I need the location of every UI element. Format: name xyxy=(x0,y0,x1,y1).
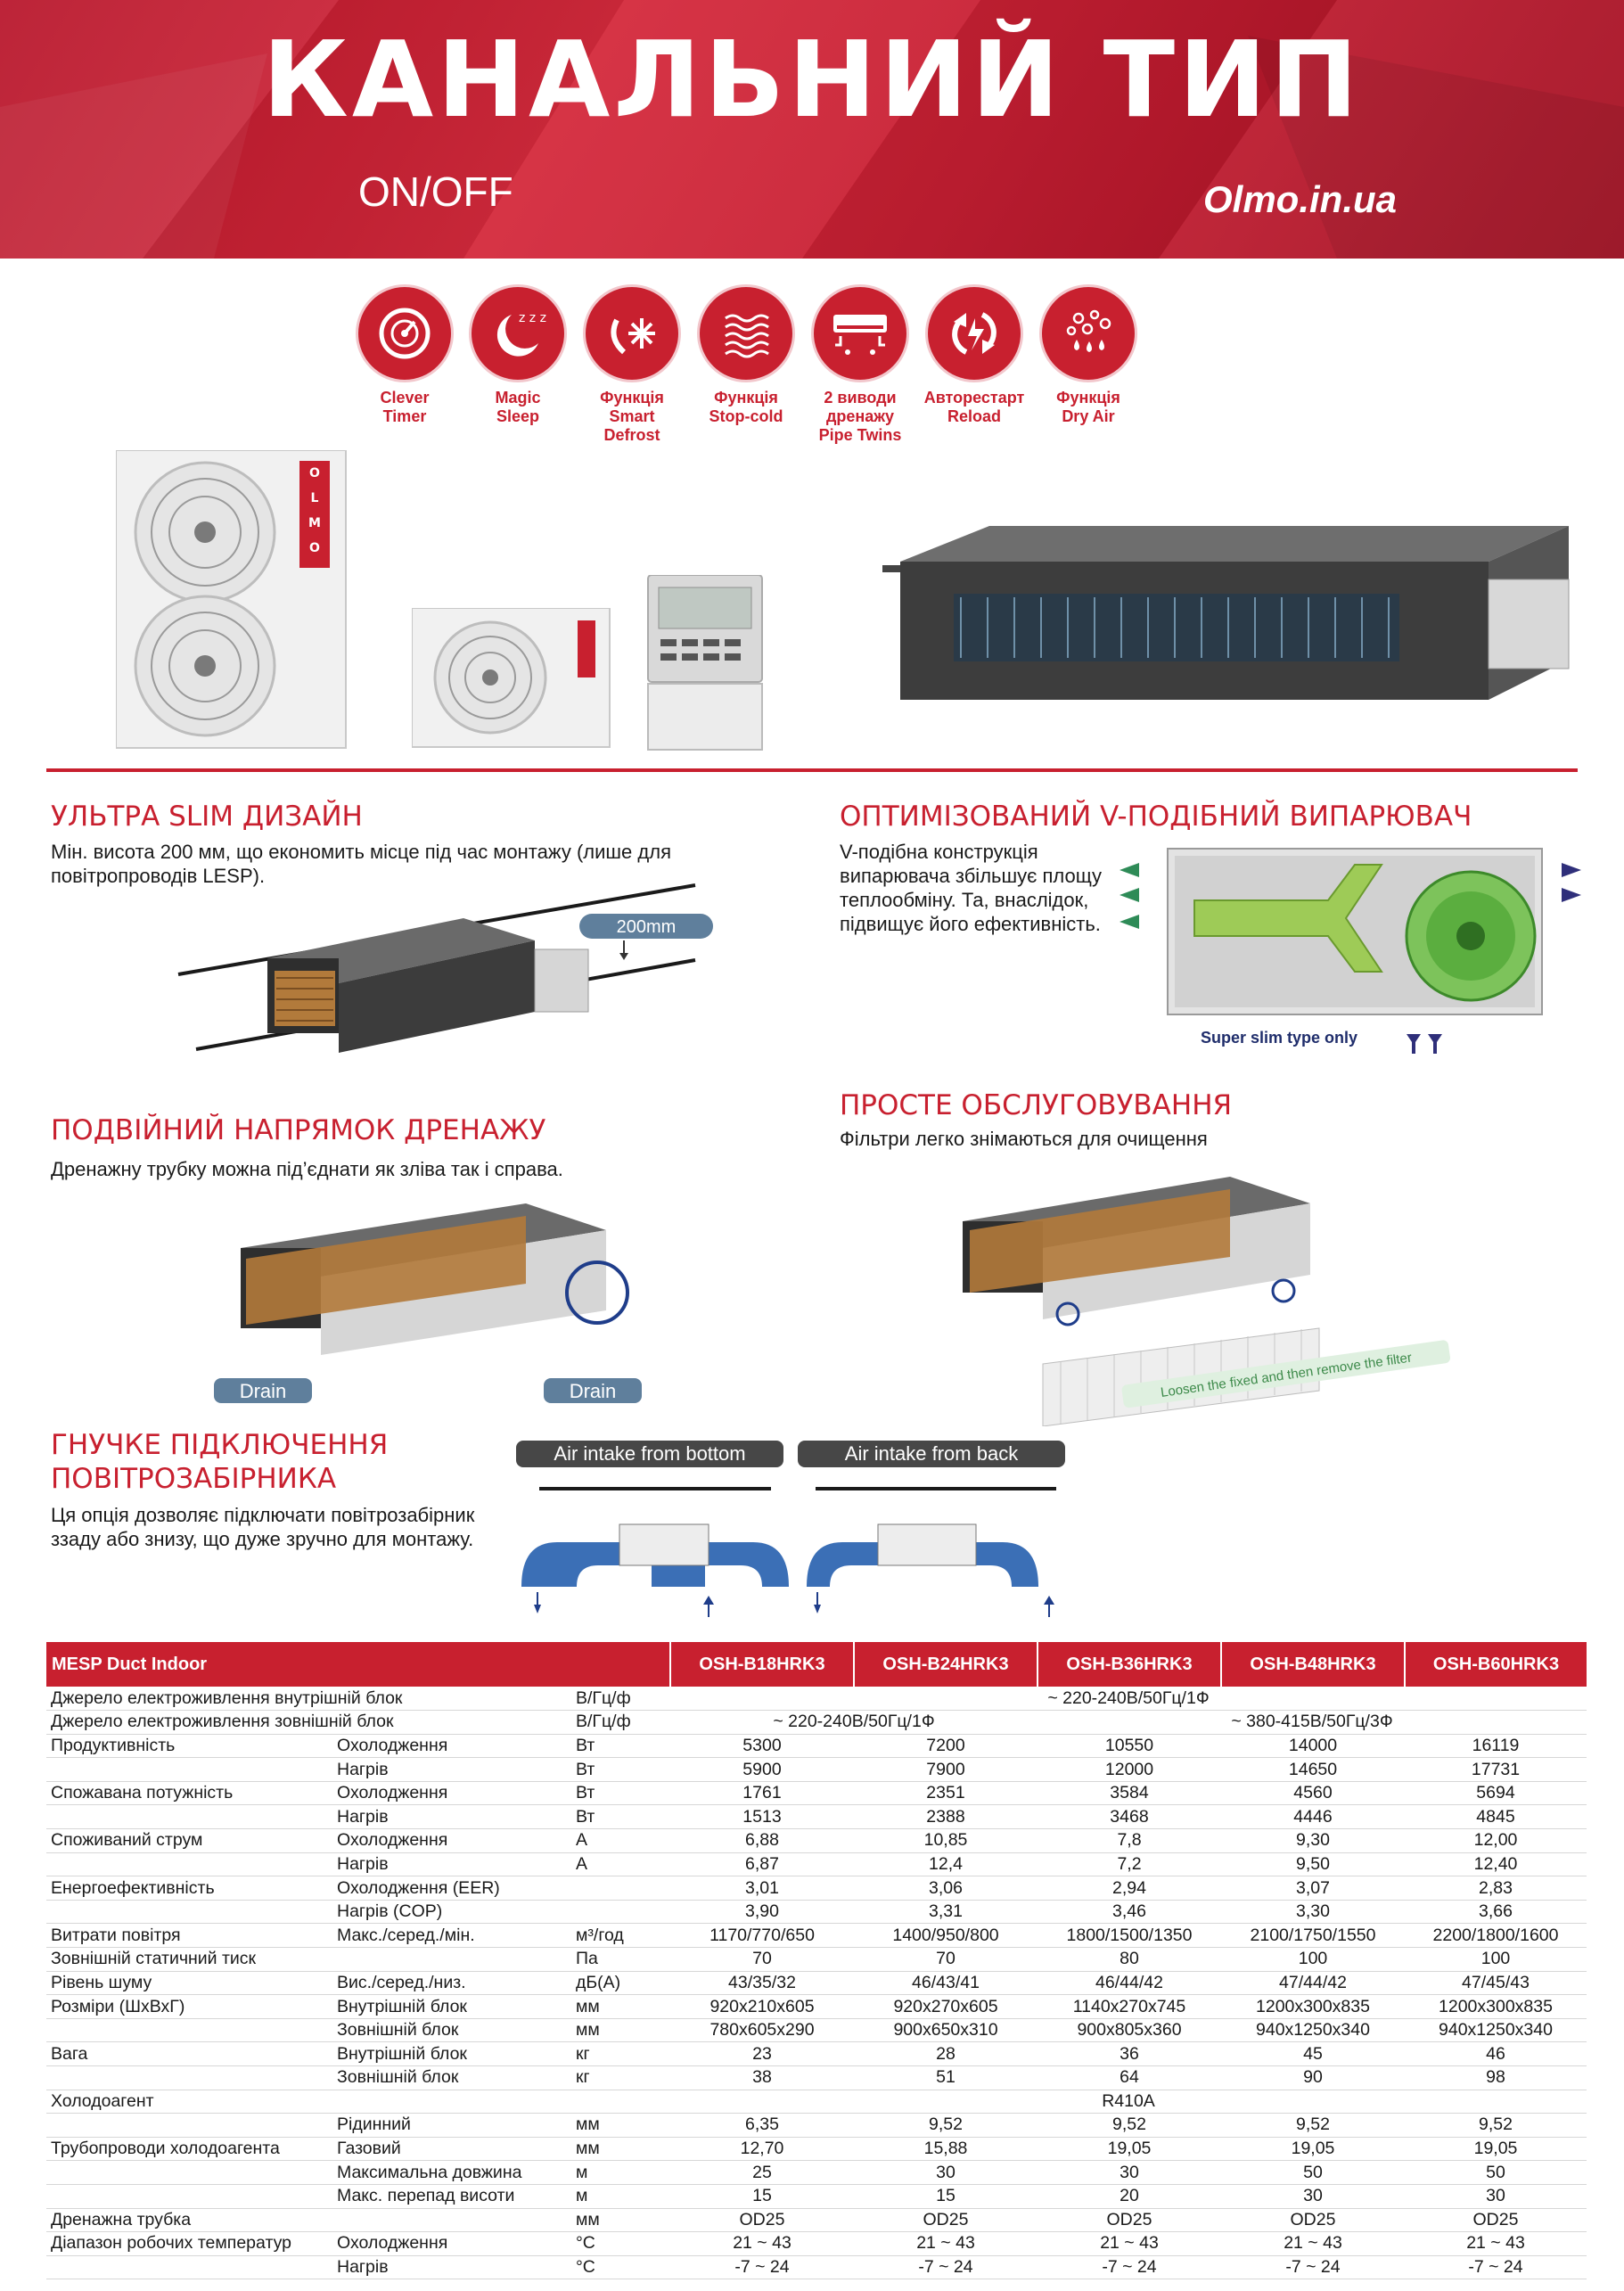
sub-param-cell xyxy=(332,1948,570,1972)
table-row xyxy=(46,1852,1587,1876)
table-row xyxy=(46,2208,1587,2232)
svg-text:O: O xyxy=(309,466,320,480)
value-cell: 3,66 xyxy=(1405,1900,1587,1924)
sub-param-cell: Нагрів xyxy=(332,1852,570,1876)
value-cell: 9,30 xyxy=(1221,1829,1405,1853)
param-cell xyxy=(46,2255,332,2279)
unit-cell: дБ(А) xyxy=(570,1971,670,1995)
value-cell: 3,07 xyxy=(1221,1876,1405,1901)
value-cell: -7 ~ 24 xyxy=(1038,2255,1221,2279)
value-cell: 20 xyxy=(1038,2184,1221,2208)
filter-caption: Loosen the fixed and then remove the filter xyxy=(1160,1350,1413,1400)
value-cell: 3,30 xyxy=(1221,1900,1405,1924)
param-cell xyxy=(46,1805,332,1829)
value-cell: -7 ~ 24 xyxy=(670,2255,854,2279)
model-column-header: OSH-B36HRK3 xyxy=(1038,1642,1221,1687)
unit-cell: Вт xyxy=(570,1758,670,1782)
unit-cell: кг xyxy=(570,2042,670,2066)
unit-cell: А xyxy=(570,1829,670,1853)
value-cell: -7 ~ 24 xyxy=(854,2255,1038,2279)
slim-unit-image xyxy=(160,878,713,1065)
value-cell: 10,85 xyxy=(854,1829,1038,1853)
value-cell: 2388 xyxy=(854,1805,1038,1829)
value-cell: 2,94 xyxy=(1038,1876,1221,1901)
drain-icon xyxy=(814,287,906,380)
value-cell: 12,40 xyxy=(1405,1852,1587,1876)
value-cell: 15,88 xyxy=(854,2137,1038,2161)
param-cell xyxy=(46,1852,332,1876)
specifications-table xyxy=(46,1642,1587,2279)
value-cell: 19,05 xyxy=(1405,2137,1587,2161)
sub-param-cell: Рідинний xyxy=(332,2114,570,2138)
table-row xyxy=(46,1876,1587,1901)
unit-cell: мм xyxy=(570,2208,670,2232)
value-cell: 46/43/41 xyxy=(854,1971,1038,1995)
value-cell: 900x650x310 xyxy=(854,2018,1038,2042)
unit-cell: мм xyxy=(570,1995,670,2019)
feature-smart-defrost xyxy=(576,287,688,445)
unit-cell: А xyxy=(570,1852,670,1876)
feature-label: Функція Smart Defrost xyxy=(600,389,664,444)
table-row xyxy=(46,2066,1587,2090)
table-row xyxy=(46,2184,1587,2208)
unit-cell: Вт xyxy=(570,1805,670,1829)
value-cell: -7 ~ 24 xyxy=(1405,2255,1587,2279)
value-cell: 50 xyxy=(1405,2161,1587,2185)
value-cell: 21 ~ 43 xyxy=(1038,2232,1221,2256)
value-cell: 5694 xyxy=(1405,1781,1587,1805)
value-cell: R410A xyxy=(670,2090,1587,2114)
table-row xyxy=(46,1971,1587,1995)
value-cell: 21 ~ 43 xyxy=(1221,2232,1405,2256)
table-row xyxy=(46,1711,1587,1735)
param-cell xyxy=(46,2184,332,2208)
value-cell: 70 xyxy=(670,1948,854,1972)
value-cell: 2100/1750/1550 xyxy=(1221,1924,1405,1948)
drain-directions-image xyxy=(205,1195,651,1408)
value-cell: 21 ~ 43 xyxy=(854,2232,1038,2256)
feature-reload xyxy=(918,287,1030,426)
sub-param-cell: Нагрів xyxy=(332,1805,570,1829)
unit-cell xyxy=(570,2090,670,2114)
sub-param-cell xyxy=(332,2090,570,2114)
model-column-header: OSH-B24HRK3 xyxy=(854,1642,1038,1687)
value-cell: 43/35/32 xyxy=(670,1971,854,1995)
value-cell: 1761 xyxy=(670,1781,854,1805)
value-cell: 4446 xyxy=(1221,1805,1405,1829)
unit-cell: мм xyxy=(570,2137,670,2161)
unit-cell: °С xyxy=(570,2255,670,2279)
param-cell: Споживаний струм xyxy=(46,1829,332,1853)
table-row xyxy=(46,2042,1587,2066)
value-cell: 3468 xyxy=(1038,1805,1221,1829)
value-cell: 1200x300x835 xyxy=(1405,1995,1587,2019)
value-cell: 900x805x360 xyxy=(1038,2018,1221,2042)
value-cell: 47/45/43 xyxy=(1405,1971,1587,1995)
svg-text:z z z: z z z xyxy=(519,311,546,325)
table-row xyxy=(46,1900,1587,1924)
svg-text:O: O xyxy=(309,541,320,555)
value-cell: 30 xyxy=(1221,2184,1405,2208)
table-header-row xyxy=(46,1642,1587,1687)
table-row xyxy=(46,2018,1587,2042)
value-cell: 19,05 xyxy=(1038,2137,1221,2161)
svg-text:L: L xyxy=(310,491,319,505)
value-cell: 3,31 xyxy=(854,1900,1038,1924)
value-cell: 30 xyxy=(1405,2184,1587,2208)
unit-cell: м xyxy=(570,2161,670,2185)
sub-param-cell: Вис./серед./низ. xyxy=(332,1971,570,1995)
feature-label: Magic Sleep xyxy=(495,389,541,425)
feature-label: Авторестарт Reload xyxy=(923,389,1025,425)
duct-indoor-unit-image xyxy=(882,526,1578,722)
value-cell: 3,90 xyxy=(670,1900,854,1924)
sub-param-cell: Максимальна довжина xyxy=(332,2161,570,2185)
param-cell: Рівень шуму xyxy=(46,1971,332,1995)
feature-dry-air xyxy=(1032,287,1144,426)
param-cell: Продуктивність xyxy=(46,1734,332,1758)
dimension-label: 200mm xyxy=(616,917,677,937)
dry-drops-icon xyxy=(1042,287,1135,380)
value-cell: 30 xyxy=(1038,2161,1221,2185)
value-cell: 3,46 xyxy=(1038,1900,1221,1924)
param-cell: Вага xyxy=(46,2042,332,2066)
value-cell: 12000 xyxy=(1038,1758,1221,1782)
unit-cell: мм xyxy=(570,2114,670,2138)
value-cell: 12,70 xyxy=(670,2137,854,2161)
header-banner xyxy=(0,0,1624,259)
value-cell: 4560 xyxy=(1221,1781,1405,1805)
value-cell: 9,52 xyxy=(854,2114,1038,2138)
section-text-intake: Ця опція дозволяє підключати повітрозабірник ззаду або знизу, що дуже зручно для монтажу. xyxy=(51,1504,475,1550)
value-cell: 1800/1500/1350 xyxy=(1038,1924,1221,1948)
table-row xyxy=(46,1805,1587,1829)
unit-cell: °С xyxy=(570,2232,670,2256)
section-divider xyxy=(46,768,1578,772)
param-cell: Джерело електроживлення зовнішній блок xyxy=(46,1711,570,1735)
param-cell: Холодоагент xyxy=(46,2090,332,2114)
sub-param-cell: Охолодження xyxy=(332,2232,570,2256)
section-title-intake-line2: ПОВІТРОЗАБІРНИКА xyxy=(51,1463,337,1495)
snowflake-icon xyxy=(586,287,678,380)
table-row xyxy=(46,1758,1587,1782)
value-cell: 940x1250x340 xyxy=(1405,2018,1587,2042)
feature-clever-timer xyxy=(349,287,461,426)
value-cell: 1140x270x745 xyxy=(1038,1995,1221,2019)
clock-icon xyxy=(358,287,451,380)
value-cell: 4845 xyxy=(1405,1805,1587,1829)
table-row xyxy=(46,1995,1587,2019)
unit-cell: м³/год xyxy=(570,1924,670,1948)
section-title-intake-line1: ГНУЧКЕ ПІДКЛЮЧЕННЯ xyxy=(51,1429,389,1461)
value-cell: 9,52 xyxy=(1221,2114,1405,2138)
table-row xyxy=(46,2255,1587,2279)
value-cell: 28 xyxy=(854,2042,1038,2066)
table-row xyxy=(46,2161,1587,2185)
value-cell: 19,05 xyxy=(1221,2137,1405,2161)
diagram-caption: Super slim type only xyxy=(1200,1029,1358,1047)
value-cell: 10550 xyxy=(1038,1734,1221,1758)
value-cell: 1170/770/650 xyxy=(670,1924,854,1948)
unit-cell: кг xyxy=(570,2066,670,2090)
moon-sleep-icon xyxy=(472,287,564,380)
value-cell: 920x210x605 xyxy=(670,1995,854,2019)
value-cell: 6,35 xyxy=(670,2114,854,2138)
section-title-intake xyxy=(51,1428,388,1496)
value-cell: 1400/950/800 xyxy=(854,1924,1038,1948)
sub-param-cell: Охолодження xyxy=(332,1734,570,1758)
value-cell: 21 ~ 43 xyxy=(670,2232,854,2256)
value-cell: 5900 xyxy=(670,1758,854,1782)
section-title-slim: УЛЬТРА SLIM ДИЗАЙН xyxy=(51,801,363,833)
sub-param-cell: Макс. перепад висоти xyxy=(332,2184,570,2208)
value-cell: ~ 220-240В/50Гц/1Ф xyxy=(670,1711,1038,1735)
value-cell: 23 xyxy=(670,2042,854,2066)
value-cell: 2200/1800/1600 xyxy=(1405,1924,1587,1948)
section-text-drain: Дренажну трубку можна під’єднати як зліва так і справа. xyxy=(51,1158,563,1180)
feature-label: 2 виводи дренажу Pipe Twins xyxy=(818,389,902,444)
feature-label: Функція Stop-cold xyxy=(709,389,783,425)
heat-waves-icon xyxy=(700,287,792,380)
model-column-header: OSH-B18HRK3 xyxy=(670,1642,854,1687)
value-cell: 12,00 xyxy=(1405,1829,1587,1853)
value-cell: 9,52 xyxy=(1038,2114,1221,2138)
value-cell: -7 ~ 24 xyxy=(1221,2255,1405,2279)
value-cell: 70 xyxy=(854,1948,1038,1972)
value-cell: 100 xyxy=(1405,1948,1587,1972)
param-cell: Зовнішній статичний тиск xyxy=(46,1948,332,1972)
value-cell: 15 xyxy=(854,2184,1038,2208)
value-cell: 98 xyxy=(1405,2066,1587,2090)
value-cell: 36 xyxy=(1038,2042,1221,2066)
value-cell: OD25 xyxy=(1221,2208,1405,2232)
section-title-drain: ПОДВІЙНИЙ НАПРЯМОК ДРЕНАЖУ xyxy=(51,1114,546,1146)
value-cell: 30 xyxy=(854,2161,1038,2185)
feature-label: Clever Timer xyxy=(380,389,430,425)
value-cell: OD25 xyxy=(670,2208,854,2232)
sub-param-cell: Охолодження xyxy=(332,1829,570,1853)
value-cell: 9,50 xyxy=(1221,1852,1405,1876)
sub-param-cell: Охолодження (EER) xyxy=(332,1876,570,1901)
drain-label-left: Drain xyxy=(239,1380,287,1402)
unit-cell: м xyxy=(570,2184,670,2208)
value-cell: 45 xyxy=(1221,2042,1405,2066)
sub-param-cell: Внутрішній блок xyxy=(332,2042,570,2066)
param-cell xyxy=(46,2066,332,2090)
section-title-evaporator: ОПТИМІЗОВАНИЙ V-ПОДІБНИЙ ВИПАРЮВАЧ xyxy=(840,801,1472,833)
sub-param-cell: Охолодження xyxy=(332,1781,570,1805)
param-cell xyxy=(46,2161,332,2185)
table-row xyxy=(46,1734,1587,1758)
value-cell: 25 xyxy=(670,2161,854,2185)
v-evaporator-diagram xyxy=(1114,847,1587,1061)
value-cell: 6,87 xyxy=(670,1852,854,1876)
page-title: КАНАЛЬНИЙ ТИП xyxy=(262,18,1362,141)
value-cell: 3584 xyxy=(1038,1781,1221,1805)
value-cell: 6,88 xyxy=(670,1829,854,1853)
table-row xyxy=(46,1781,1587,1805)
sub-param-cell: Зовнішній блок xyxy=(332,2018,570,2042)
value-cell: 12,4 xyxy=(854,1852,1038,1876)
value-cell: 14650 xyxy=(1221,1758,1405,1782)
value-cell: 100 xyxy=(1221,1948,1405,1972)
website-link[interactable]: Olmo.in.ua xyxy=(1202,178,1397,220)
value-cell: OD25 xyxy=(1405,2208,1587,2232)
value-cell: 3,06 xyxy=(854,1876,1038,1901)
restart-icon xyxy=(928,287,1021,380)
table-row xyxy=(46,2137,1587,2161)
sub-param-cell xyxy=(332,2208,570,2232)
value-cell: 3,01 xyxy=(670,1876,854,1901)
intake-label-bottom: Air intake from bottom xyxy=(554,1442,746,1465)
feature-label: Функція Dry Air xyxy=(1056,389,1120,425)
param-cell xyxy=(46,2114,332,2138)
table-row xyxy=(46,1829,1587,1853)
value-cell: 90 xyxy=(1221,2066,1405,2090)
value-cell: 46 xyxy=(1405,2042,1587,2066)
value-cell: 80 xyxy=(1038,1948,1221,1972)
sub-param-cell: Нагрів xyxy=(332,2255,570,2279)
value-cell: 2351 xyxy=(854,1781,1038,1805)
feature-stop-cold xyxy=(690,287,802,426)
param-cell: Спожавана потужність xyxy=(46,1781,332,1805)
svg-text:M: M xyxy=(308,516,321,530)
value-cell: ~ 220-240В/50Гц/1Ф xyxy=(670,1687,1587,1711)
value-cell: 9,52 xyxy=(1405,2114,1587,2138)
unit-cell: В/Гц/ф xyxy=(570,1687,670,1711)
param-cell xyxy=(46,2018,332,2042)
value-cell: OD25 xyxy=(854,2208,1038,2232)
section-text-slim: Мін. висота 200 мм, що економить місце під час монтажу (лише для повітропроводів LESP). xyxy=(51,841,671,887)
value-cell: 14000 xyxy=(1221,1734,1405,1758)
value-cell: 7900 xyxy=(854,1758,1038,1782)
unit-cell: Вт xyxy=(570,1781,670,1805)
param-cell: Енергоефективність xyxy=(46,1876,332,1901)
value-cell: 46/44/42 xyxy=(1038,1971,1221,1995)
value-cell: 920x270x605 xyxy=(854,1995,1038,2019)
sub-param-cell: Зовнішній блок xyxy=(332,2066,570,2090)
wired-controller-image xyxy=(646,575,767,753)
param-cell: Діапазон робочих температур xyxy=(46,2232,332,2256)
param-cell: Розміри (ШхВхГ) xyxy=(46,1995,332,2019)
model-column-header: OSH-B48HRK3 xyxy=(1221,1642,1405,1687)
value-cell: 64 xyxy=(1038,2066,1221,2090)
value-cell: 15 xyxy=(670,2184,854,2208)
model-column-header: OSH-B60HRK3 xyxy=(1405,1642,1587,1687)
air-intake-diagram xyxy=(504,1435,1092,1622)
section-text-evaporator: V-подібна конструкція випарювача збільшує площу теплообміну. Та, внаслідок, підвищує його ефективність. xyxy=(840,841,1103,935)
value-cell: OD25 xyxy=(1038,2208,1221,2232)
sub-param-cell: Макс./серед./мін. xyxy=(332,1924,570,1948)
param-cell xyxy=(46,1758,332,1782)
table-row xyxy=(46,2114,1587,2138)
sub-param-cell: Нагрів (COP) xyxy=(332,1900,570,1924)
sub-param-cell: Газовий xyxy=(332,2137,570,2161)
table-row xyxy=(46,1924,1587,1948)
table-header-title: MESP Duct Indoor xyxy=(46,1642,670,1687)
value-cell: 38 xyxy=(670,2066,854,2090)
feature-magic-sleep xyxy=(462,287,574,426)
filter-removal-image xyxy=(963,1159,1462,1426)
sub-param-cell: Нагрів xyxy=(332,1758,570,1782)
unit-cell xyxy=(570,1876,670,1901)
param-cell: Трубопроводи холодоагента xyxy=(46,2137,332,2161)
table-row xyxy=(46,2232,1587,2256)
value-cell: 780x605x290 xyxy=(670,2018,854,2042)
param-cell: Джерело електроживлення внутрішній блок xyxy=(46,1687,570,1711)
value-cell: 7,8 xyxy=(1038,1829,1221,1853)
value-cell: 1200x300x835 xyxy=(1221,1995,1405,2019)
unit-cell: мм xyxy=(570,2018,670,2042)
section-text-service: Фільтри легко знімаються для очищення xyxy=(840,1128,1208,1150)
section-title-service: ПРОСТЕ ОБСЛУГОВУВАННЯ xyxy=(840,1089,1233,1121)
value-cell: 16119 xyxy=(1405,1734,1587,1758)
unit-cell: Па xyxy=(570,1948,670,1972)
value-cell: 2,83 xyxy=(1405,1876,1587,1901)
sub-param-cell: Внутрішній блок xyxy=(332,1995,570,2019)
value-cell: 7,2 xyxy=(1038,1852,1221,1876)
value-cell: ~ 380-415В/50Гц/3Ф xyxy=(1038,1711,1587,1735)
param-cell: Витрати повітря xyxy=(46,1924,332,1948)
value-cell: 5300 xyxy=(670,1734,854,1758)
table-row xyxy=(46,2090,1587,2114)
control-mode-label: ON/OFF xyxy=(358,168,513,215)
intake-label-back: Air intake from back xyxy=(844,1442,1019,1465)
unit-cell: В/Гц/ф xyxy=(570,1711,670,1735)
value-cell: 1513 xyxy=(670,1805,854,1829)
value-cell: 21 ~ 43 xyxy=(1405,2232,1587,2256)
table-row xyxy=(46,1687,1587,1711)
param-cell xyxy=(46,1900,332,1924)
outdoor-unit-small-image xyxy=(412,608,617,752)
feature-pipe-twins xyxy=(804,287,916,445)
outdoor-unit-large-image xyxy=(116,450,365,753)
table-row xyxy=(46,1948,1587,1972)
drain-label-right: Drain xyxy=(569,1380,617,1402)
value-cell: 940x1250x340 xyxy=(1221,2018,1405,2042)
value-cell: 7200 xyxy=(854,1734,1038,1758)
param-cell: Дренажна трубка xyxy=(46,2208,332,2232)
value-cell: 47/44/42 xyxy=(1221,1971,1405,1995)
unit-cell: Вт xyxy=(570,1734,670,1758)
unit-cell xyxy=(570,1900,670,1924)
value-cell: 17731 xyxy=(1405,1758,1587,1782)
value-cell: 51 xyxy=(854,2066,1038,2090)
value-cell: 50 xyxy=(1221,2161,1405,2185)
